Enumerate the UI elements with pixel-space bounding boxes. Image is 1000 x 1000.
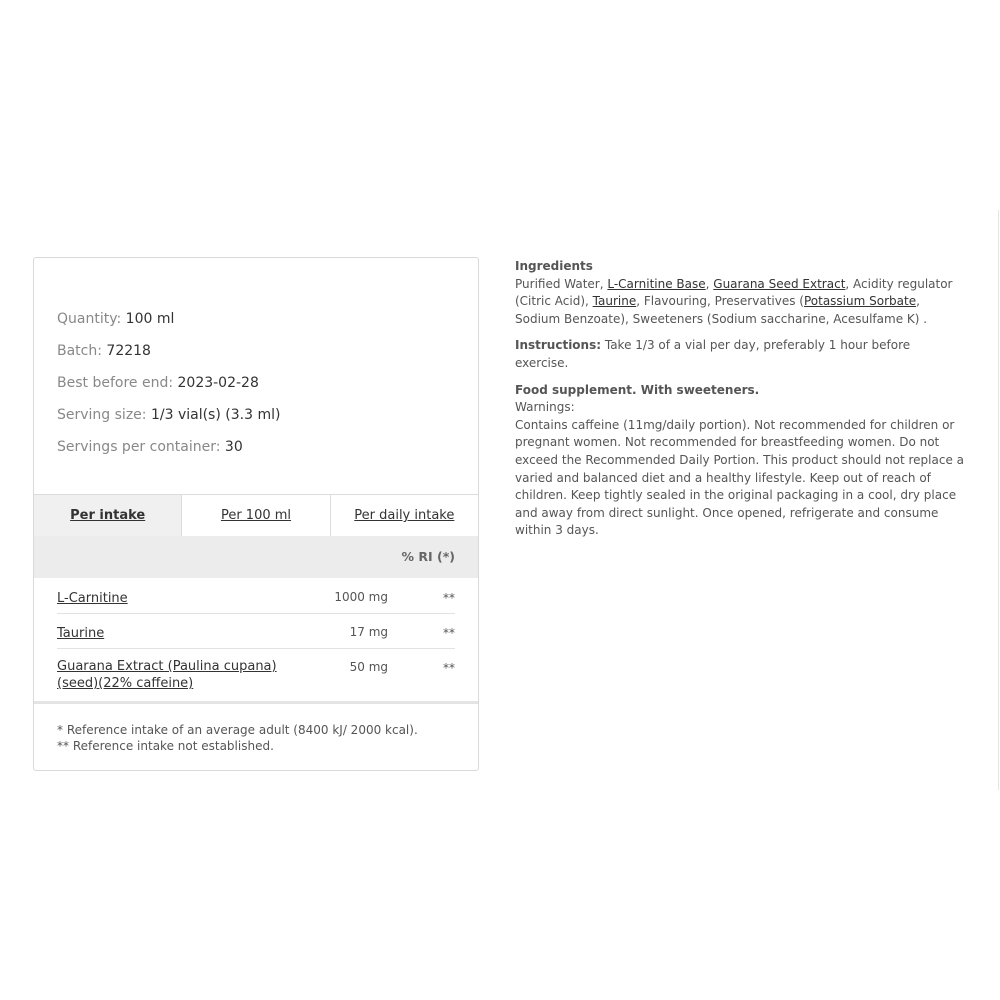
ingredient-link-l-carnitine-base[interactable]: L-Carnitine Base [607, 276, 706, 291]
best-before-row [57, 374, 457, 406]
footnotes [57, 722, 418, 754]
nutrient-ri: ** [443, 591, 455, 605]
ingredient-link-guarana-seed-extract[interactable]: Guarana Seed Extract [713, 276, 846, 291]
warnings-section [515, 382, 965, 540]
warnings-label: Warnings: [515, 400, 575, 415]
nutrition-tabs [34, 494, 478, 536]
nutrient-amount: 17 mg [349, 625, 388, 639]
table-row [57, 580, 455, 614]
warnings-text: Contains caffeine (11mg/daily portion). Not recommended for children or pregnant women. Not recommended for breastfeeding women. Do not exceed the Recommended Daily Portion. This product should not replace a varied and balanced diet and a healthy lifestyle. Keep out of reach of children. Keep tightly sealed in the original packaging in a cool, dry place and away from direct sunlight. Once opened, refrigerate and consume within 3 days. [515, 417, 965, 538]
instructions-text: Take 1/3 of a vial per day, preferably 1 hour before exercise. [515, 338, 911, 370]
nutrient-ri: ** [443, 661, 455, 675]
ingredients-text-part: , Flavouring, Preservatives ( [636, 294, 804, 309]
nutrient-rows [57, 580, 455, 699]
product-info [57, 310, 457, 470]
table-row [57, 614, 455, 649]
servings-label: Servings per container: [57, 439, 221, 455]
quantity-label: Quantity: [57, 311, 122, 327]
ingredients-text-part: , Sodium Benzoate), Sweeteners (Sodium saccharine, Acesulfame K) . [515, 294, 928, 326]
tab-per-daily-intake[interactable]: Per daily intake [330, 495, 478, 536]
quantity-value: 100 ml [125, 311, 175, 327]
footnote-not-established: ** Reference intake not established. [57, 739, 274, 753]
ingredients-text-part: Purified Water, [515, 276, 608, 291]
best-before-value: 2023-02-28 [177, 375, 259, 391]
ingredients-text-part: , Acidity regulator (Citric Acid), [515, 276, 953, 309]
nutrient-name-guarana-extract[interactable]: Guarana Extract (Paulina cupana) (seed)(22% caffeine) [57, 659, 277, 691]
nutrient-name-l-carnitine[interactable]: L-Carnitine [57, 591, 128, 606]
tab-per-100-ml[interactable]: Per 100 ml [181, 495, 329, 536]
quantity-row [57, 310, 457, 342]
serving-size-value: 1/3 vial(s) (3.3 ml) [150, 407, 281, 423]
ingredients-text-part: , [705, 276, 714, 291]
table-row [57, 649, 455, 699]
best-before-label: Best before end: [57, 375, 174, 391]
nutrient-amount: 50 mg [349, 660, 388, 674]
ingredient-link-potassium-sorbate[interactable]: Potassium Sorbate [803, 294, 917, 309]
product-details [515, 258, 965, 549]
batch-label: Batch: [57, 343, 102, 359]
nutrient-name-taurine[interactable]: Taurine [57, 626, 105, 641]
ri-header-label: % RI (*) [401, 549, 455, 564]
batch-value: 72218 [106, 343, 151, 359]
ingredients-heading: Ingredients [515, 259, 593, 273]
servings-value: 30 [224, 439, 243, 455]
tab-per-intake[interactable]: Per intake [34, 495, 181, 536]
instructions-label: Instructions: [515, 338, 602, 353]
servings-row [57, 438, 457, 470]
batch-row [57, 342, 457, 374]
nutrient-ri: ** [443, 626, 455, 640]
instructions-section [515, 337, 965, 372]
nutrition-card [33, 257, 479, 771]
ingredients-section [515, 258, 965, 328]
ri-header [34, 536, 478, 578]
serving-size-row [57, 406, 457, 438]
serving-size-label: Serving size: [57, 407, 147, 423]
food-supplement-note: Food supplement. With sweeteners. [515, 382, 760, 397]
right-edge-divider [998, 210, 999, 790]
nutrient-amount: 1000 mg [334, 590, 388, 604]
ingredients-text [515, 276, 965, 329]
ingredient-link-taurine[interactable]: Taurine [592, 294, 637, 309]
footnote-reference-intake: * Reference intake of an average adult (8400 kJ/ 2000 kcal). [57, 723, 418, 737]
card-divider [34, 701, 478, 704]
